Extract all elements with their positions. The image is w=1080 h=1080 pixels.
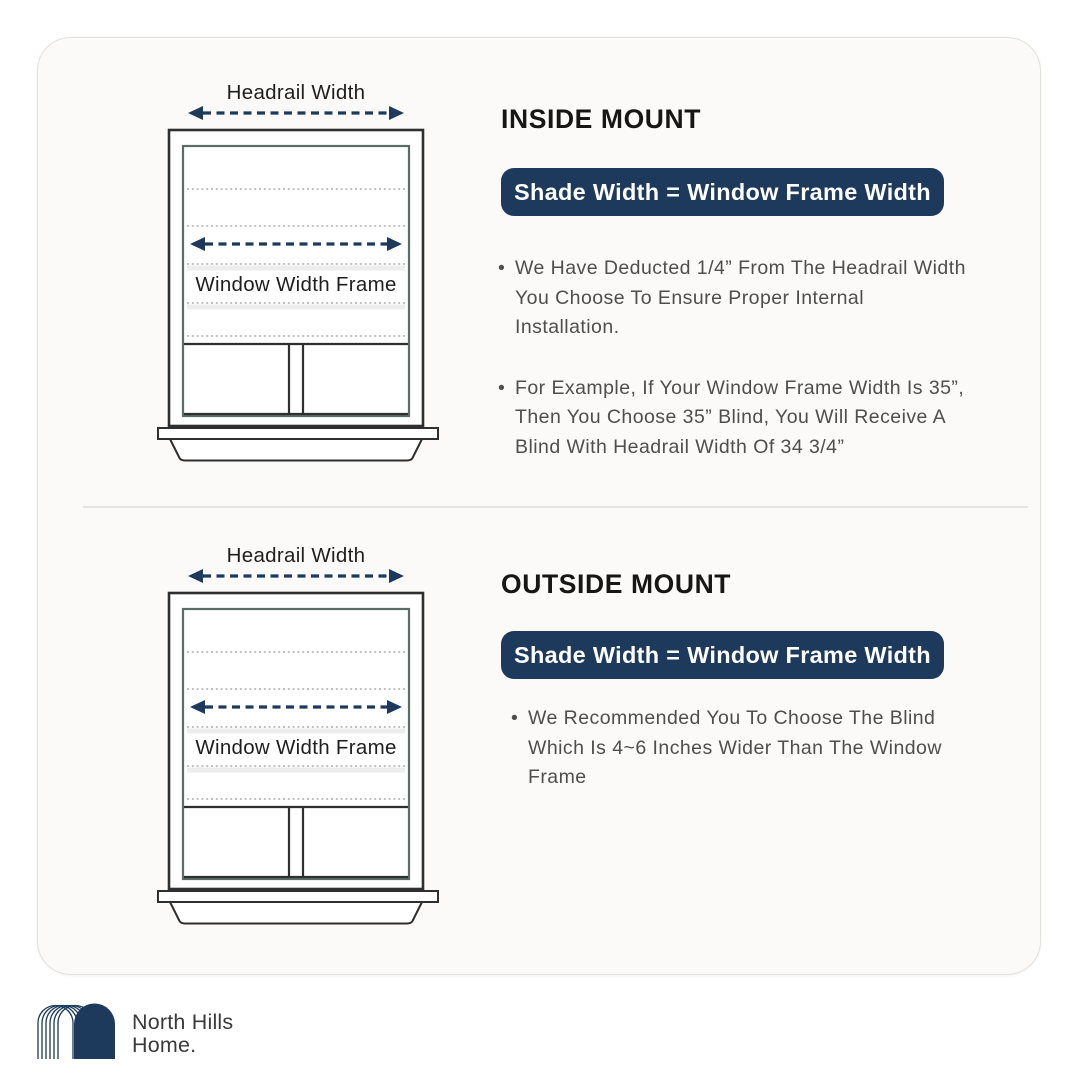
brand-name-line1: North Hills [132, 1010, 234, 1034]
badge-label: Shade Width = Window Frame Width [514, 178, 931, 205]
headrail-width-arrow [188, 569, 404, 583]
window-width-frame-label: Window Width Frame [195, 736, 397, 759]
headrail-width-arrow [188, 106, 404, 120]
inside-mount-bullets [498, 254, 966, 493]
brand-name-line2: Home. [132, 1033, 197, 1057]
badge-label: Shade Width = Window Frame Width [514, 641, 931, 668]
outside-mount-heading: OUTSIDE MOUNT [501, 569, 732, 599]
bullet-item: • We Have Deducted 1/4” From The Headrail Width You Choose To Ensure Proper Internal Installation. [498, 254, 966, 343]
shade-width-badge-outside [501, 631, 944, 679]
bullet-item: • For Example, If Your Window Frame Width Is 35”, Then You Choose 35” Blind, You Will Receive A Blind With Headrail Width Of 34 3/4” [498, 374, 966, 463]
window-width-frame-label: Window Width Frame [195, 273, 397, 296]
brand-name [132, 1011, 233, 1057]
window-apron [170, 902, 422, 924]
measurement-guide-card [37, 37, 1041, 975]
window-sill [158, 891, 438, 902]
bullet-item: • We Recommended You To Choose The Blind Which Is 4~6 Inches Wider Than The Window Frame [511, 704, 971, 793]
section-divider [83, 506, 1028, 508]
window-apron [170, 439, 422, 461]
arch-logo-icon [37, 1003, 115, 1059]
outside-mount-bullets [511, 704, 971, 824]
headrail-width-label: Headrail Width [226, 81, 366, 104]
window-sill [158, 428, 438, 439]
brand-footer [37, 1003, 233, 1059]
shade-width-badge-inside [501, 168, 944, 216]
window-diagram-outside [141, 532, 481, 932]
headrail-width-label: Headrail Width [226, 544, 366, 567]
window-diagram-inside [141, 69, 481, 469]
inside-mount-heading: INSIDE MOUNT [501, 104, 702, 134]
